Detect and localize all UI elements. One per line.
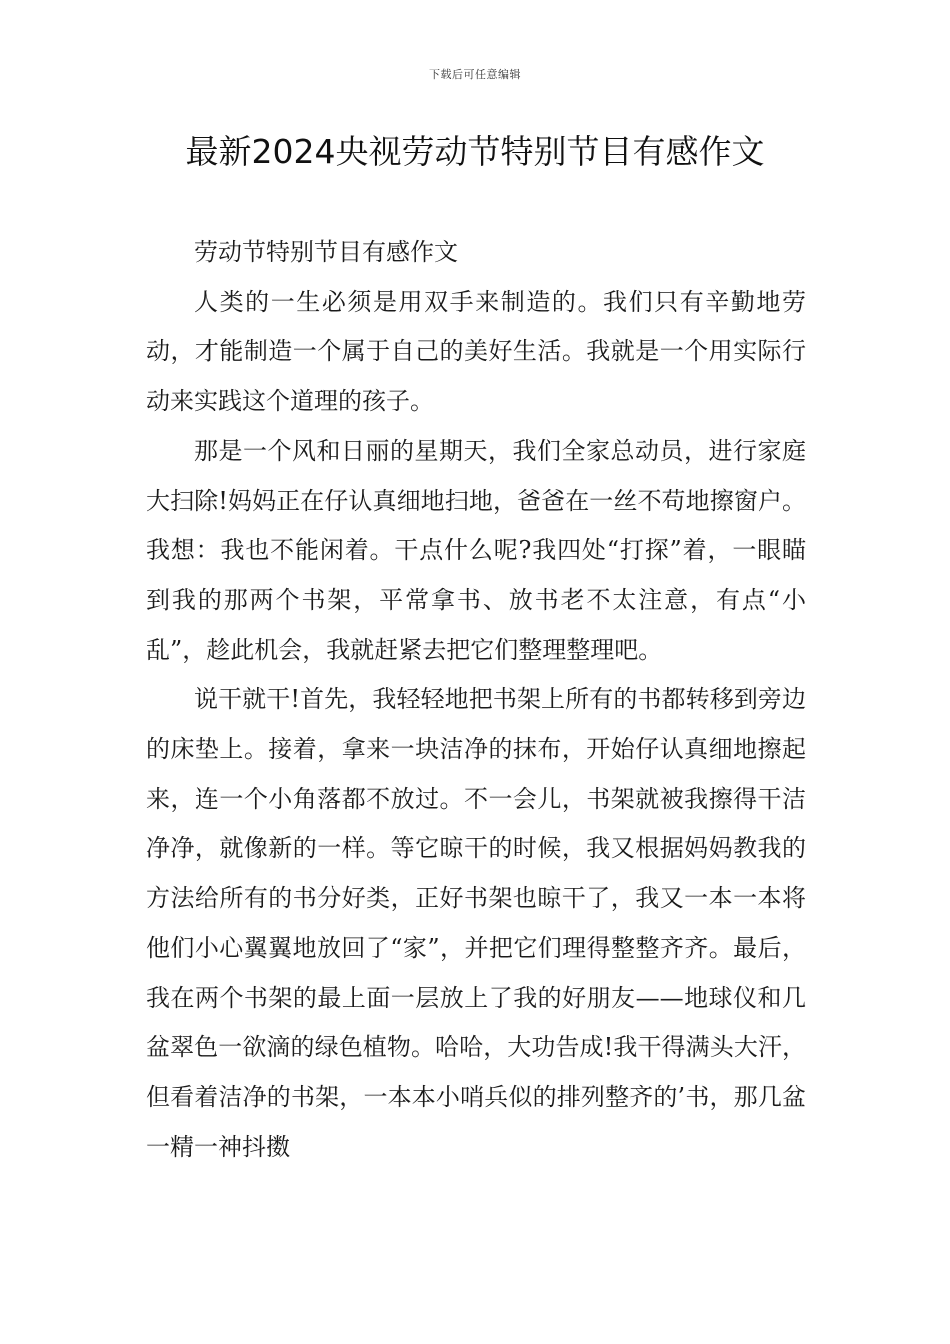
document-title: 最新2024央视劳动节特别节目有感作文 [185,132,765,171]
page-header: 下载后可任意编辑 [429,68,521,81]
document-body [146,228,806,1172]
paragraph-1: 人类的一生必须是用双手来制造的。我们只有辛勤地劳动，才能制造一个属于自己的美好生活。我就是一个用实际行动来实践这个道理的孩子。 [146,287,806,416]
paragraph-3: 说干就干!首先，我轻轻地把书架上所有的书都转移到旁边的床垫上。接着，拿来一块洁净的抹布，开始仔认真细地擦起来，连一个小角落都不放过。不一会儿，书架就被我擦得干洁净净，就像新的一样。等它晾干的时候，我又根据妈妈教我的方法给所有的书分好类，正好书架也晾干了，我又一本一本将他们小心翼翼地放回了“家”，并把它们理得整整齐齐。最后，我在两个书架的最上面一层放上了我的好朋友——地球仪和几盆翠色一欲滴的绿色植物。哈哈，大功告成!我干得满头大汗，但看着洁净的书架，一本本小哨兵似的排列整齐的’书，那几盆一精一神抖擞 [146,685,806,1161]
paragraph-subtitle: 劳动节特别节目有感作文 [194,238,458,266]
paragraph-2: 那是一个风和日丽的星期天，我们全家总动员，进行家庭大扫除!妈妈正在仔认真细地扫地，爸爸在一丝不苟地擦窗户。我想：我也不能闲着。干点什么呢?我四处“打探”着，一眼瞄到我的那两个书架，平常拿书、放书老不太注意，有点“小乱”，趁此机会，我就赶紧去把它们整理整理吧。 [146,436,806,664]
